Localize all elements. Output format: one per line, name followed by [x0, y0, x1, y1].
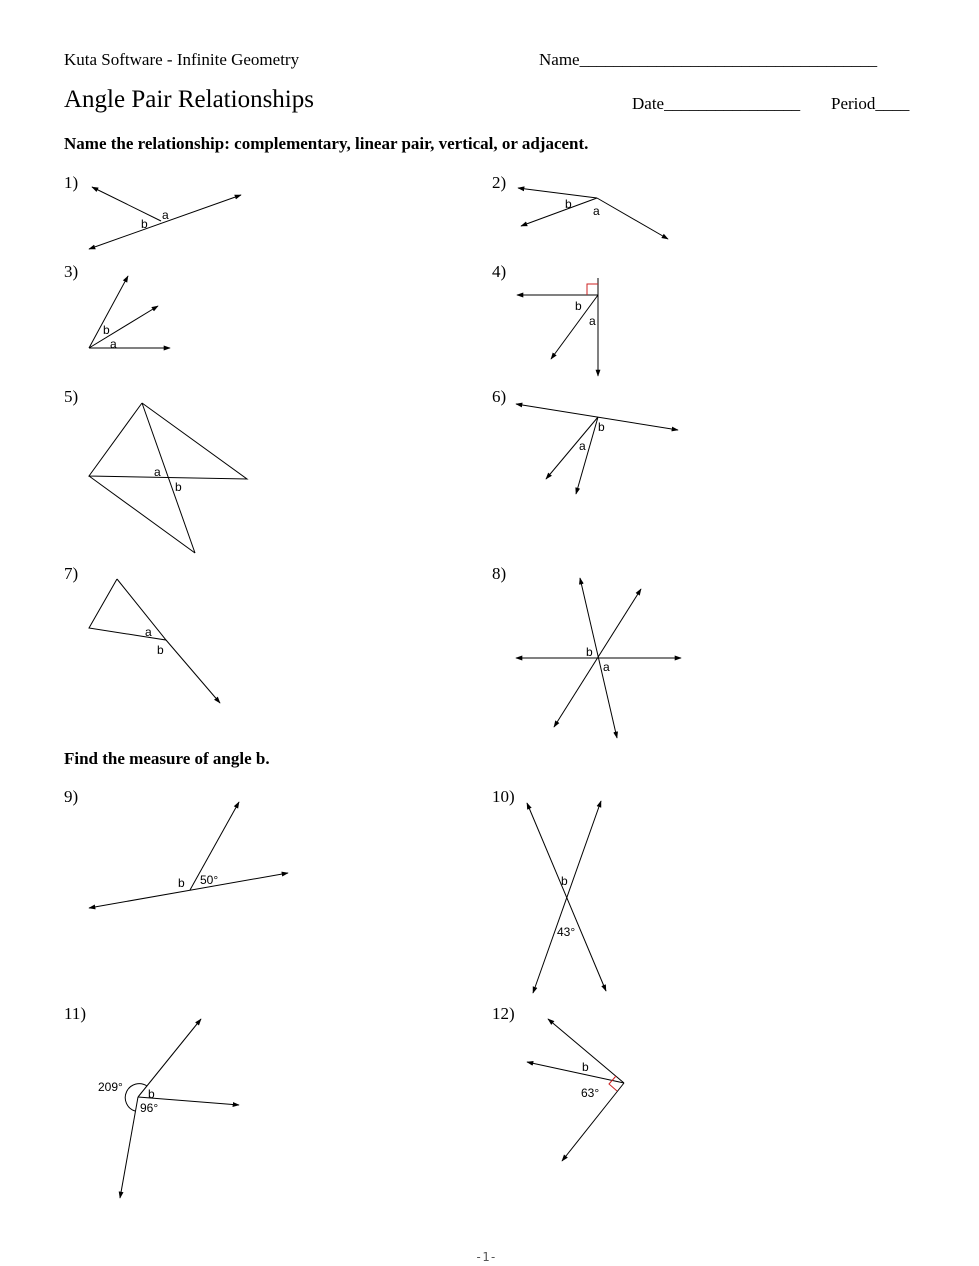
figure-problem-10	[527, 801, 606, 993]
angle-measure: 63°	[581, 1086, 600, 1100]
angle-measure: 50°	[200, 873, 219, 887]
line	[89, 195, 241, 249]
figure-problem-4	[517, 278, 598, 376]
angle-label-a: a	[110, 337, 117, 351]
angle-label-b: b	[561, 874, 568, 888]
angle-label-b: b	[598, 420, 605, 434]
problem-number: 10)	[492, 787, 515, 806]
figure-problem-5	[89, 403, 247, 553]
problem-number: 9)	[64, 787, 79, 806]
figure-problem-9	[89, 802, 288, 908]
part1-instructions: Name the relationship: complementary, linear pair, vertical, or adjacent.	[64, 134, 589, 153]
angle-label-b: b	[178, 876, 185, 890]
angle-label-b: b	[141, 217, 148, 231]
ray	[597, 198, 668, 239]
ray	[546, 417, 598, 479]
angle-label-b: b	[582, 1060, 589, 1074]
problem-number: 2)	[492, 173, 507, 192]
problem-number: 6)	[492, 387, 507, 406]
ray	[89, 306, 158, 348]
figure-problem-12	[527, 1019, 624, 1161]
problem-number: 1)	[64, 173, 79, 192]
figure-problem-3	[89, 276, 170, 351]
figure-problem-6	[516, 404, 678, 494]
figure-problem-2	[518, 188, 668, 239]
figure-problem-1	[89, 187, 241, 249]
angle-measure: 96°	[140, 1101, 159, 1115]
ray	[527, 1062, 624, 1083]
triangle-upper	[89, 403, 247, 479]
ray	[89, 276, 128, 348]
figure-problem-11	[98, 1019, 239, 1198]
figure-problem-7	[89, 579, 220, 703]
line	[533, 801, 601, 993]
angle-label-b: b	[103, 323, 110, 337]
problem-number: 11)	[64, 1004, 87, 1023]
page-number: -1-	[475, 1250, 497, 1264]
ray	[120, 1097, 138, 1198]
problem-number: 4)	[492, 262, 507, 281]
problem-number: 7)	[64, 564, 79, 583]
ray	[518, 188, 597, 198]
part2-instructions: Find the measure of angle b.	[64, 749, 270, 768]
angle-label-a: a	[145, 625, 152, 639]
triangle	[89, 579, 166, 640]
problem-number: 3)	[64, 262, 79, 281]
publisher-line: Kuta Software - Infinite Geometry	[64, 50, 300, 69]
problem-number: 8)	[492, 564, 507, 583]
period-field[interactable]: Period____	[831, 94, 910, 113]
ray	[92, 187, 161, 221]
angle-measure: 209°	[98, 1080, 123, 1094]
problem-number: 12)	[492, 1004, 515, 1023]
ray	[576, 417, 598, 494]
figure-problem-8	[516, 578, 681, 738]
ray	[166, 640, 220, 703]
angle-label-a: a	[589, 314, 596, 328]
angle-label-a: a	[579, 439, 586, 453]
angle-label-a: a	[154, 465, 161, 479]
angle-label-a: a	[162, 208, 169, 222]
right-angle-mark	[609, 1076, 617, 1091]
ray	[521, 198, 597, 226]
angle-label-a: a	[593, 204, 600, 218]
worksheet-title: Angle Pair Relationships	[64, 86, 314, 113]
angle-label-b: b	[586, 645, 593, 659]
angle-label-b: b	[575, 299, 582, 313]
line	[516, 404, 678, 430]
angle-label-a: a	[603, 660, 610, 674]
angle-label-b: b	[157, 643, 164, 657]
ray	[138, 1019, 201, 1097]
line	[89, 873, 288, 908]
angle-label-b: b	[148, 1087, 155, 1101]
name-field[interactable]: Name___________________________________	[539, 50, 878, 69]
angle-label-b: b	[565, 197, 572, 211]
date-field[interactable]: Date________________	[632, 94, 801, 113]
problem-number: 5)	[64, 387, 79, 406]
angle-label-b: b	[175, 480, 182, 494]
angle-measure: 43°	[557, 925, 576, 939]
right-angle-mark	[587, 284, 598, 295]
